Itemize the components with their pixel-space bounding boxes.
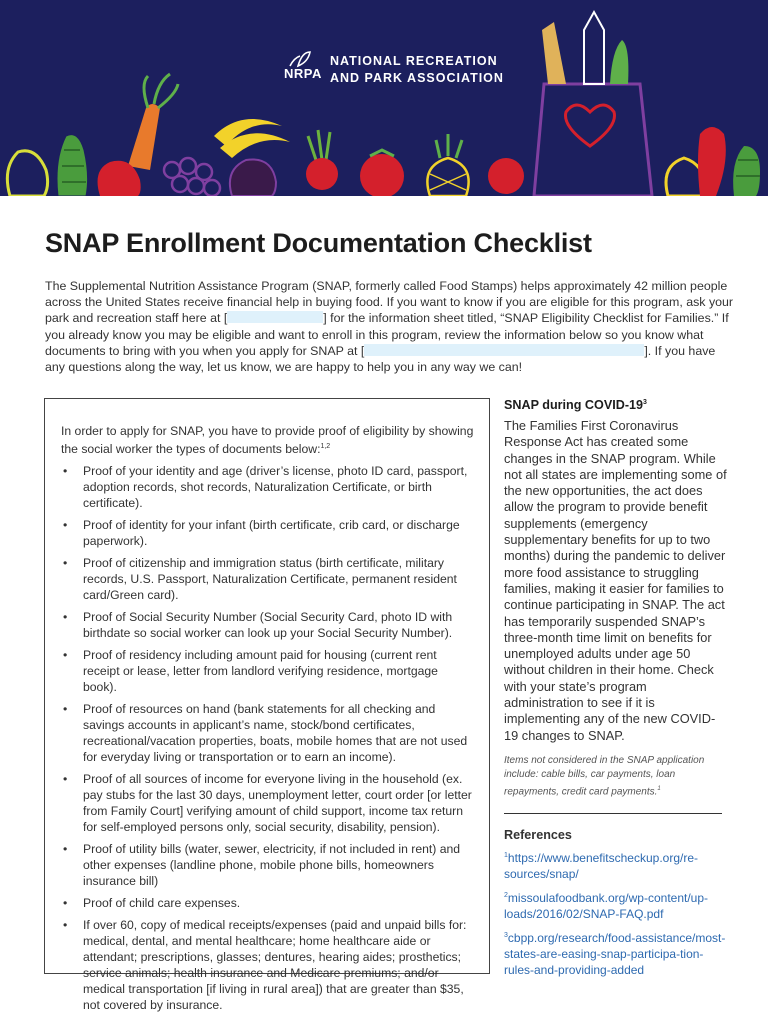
reference-link[interactable]	[504, 928, 729, 978]
header-banner	[0, 0, 768, 196]
sidebar-heading	[504, 398, 729, 412]
list-item	[61, 701, 475, 765]
bullet-icon: •	[63, 556, 68, 571]
bullet-icon: •	[63, 610, 68, 625]
checklist-lead	[61, 423, 475, 457]
bullet-icon: •	[63, 518, 68, 533]
list-item-text: Proof of citizenship and immigration status (birth certificate, military records, U.S. Passport, Naturalization Certificate, permanent resident card/Green card).	[83, 556, 457, 603]
organization-name-line-2: AND PARK ASSOCIATION	[330, 71, 504, 85]
list-item	[61, 647, 475, 695]
bullet-icon: •	[63, 702, 68, 717]
sidebar-body: The Families First Coronavirus Response Act has created some changes in the SNAP program. While not all states are implementing some of the new opportunities, the act does allow the program to provide benefit supplements (emergency supplementary benefits for up to two months) during the pandemic to deliver more food assistance to struggling families, making it easier for families to continue participating in SNAP. The act has temporarily suspended SNAP’s three-month time limit on benefits for unemployed adults under age 50 without children in their home. Check with your state’s program administration to see if it is implementing any of the new COVID-19 changes to SNAP.	[504, 418, 727, 743]
list-item-text: Proof of Social Security Number (Social Security Card, photo ID with birthdate so social worker can look up your Social Security Number).	[83, 610, 453, 641]
sidebar-heading-footnote: 3	[643, 398, 647, 406]
covid-sidebar	[504, 398, 729, 978]
references-heading: References	[504, 828, 572, 843]
intro-paragraph	[45, 278, 735, 375]
bullet-icon: •	[63, 842, 68, 857]
list-item	[61, 463, 475, 511]
sidebar-note-text: Items not considered in the SNAP application include: cable bills, car payments, loan repayments, credit card payments.	[504, 754, 705, 798]
intro-text-part-2: ] for the information sheet titled, “SNAP Eligibility Checklist for Families.” If you already know you may be eligible and want to enroll in this program, review the information below so you know what documents to bring with you when you apply for SNAP at [	[45, 311, 729, 358]
sidebar-heading-text: SNAP during COVID-19	[504, 398, 644, 412]
list-item	[61, 555, 475, 603]
list-item-text: If over 60, copy of medical receipts/expenses (paid and unpaid bills for: medical, dental, and mental healthcare; home healthcare aide or attendant; prescriptions, glasses; dentures, hearing aides; prosthetics; service animals; health insurance and Medicare premiums; and/or medical transportation [if living in rural area]) that are greater than $35, not covered by insurance.	[83, 918, 467, 1013]
checklist-lead-footnote: 1,2	[320, 443, 331, 450]
organization-name	[330, 53, 504, 87]
list-item-text: Proof of residency including amount paid for housing (current rent receipt or lease, letter from landlord verifying residence, mortgage book).	[83, 648, 438, 695]
list-item-text: Proof of your identity and age (driver’s license, photo ID card, passport, adoption records, shot records, Naturalization Certificate, or birth certificate).	[83, 464, 468, 511]
intro-text-part-3: ]. If you have any questions along the way, let us know, we are happy to help you in any way we can!	[45, 343, 716, 375]
divider	[504, 813, 722, 814]
nrpa-logo-mark	[284, 50, 324, 90]
sidebar-note-footnote: 1	[657, 785, 661, 792]
bullet-icon: •	[63, 464, 68, 479]
reference-url[interactable]: cbpp.org/research/food-assistance/most-states-are-easing-snap-participa-tion-rules-and-providing-added	[504, 931, 726, 978]
reference-number: 1	[504, 852, 508, 860]
list-item-text: Proof of resources on hand (bank statements for all checking and savings accounts in applicant’s name, stock/bond certificates, recreational/vacation properties, boats, mobile homes that are not used for everyday living or transportation or to earn an income).	[83, 702, 468, 765]
location-blank-field[interactable]	[364, 344, 644, 356]
list-item-text: Proof of identity for your infant (birth certificate, crib card, or discharge paperwork).	[83, 518, 460, 549]
checklist-lead-text: In order to apply for SNAP, you have to provide proof of eligibility by showing the social worker the types of documents below:	[61, 424, 474, 457]
documents-checklist-box	[44, 398, 490, 1013]
bullet-icon: •	[63, 896, 68, 911]
park-name-blank-field[interactable]	[227, 311, 323, 323]
sidebar-note	[504, 754, 729, 799]
reference-link[interactable]	[504, 888, 729, 922]
reference-link[interactable]	[504, 848, 729, 882]
list-item	[61, 609, 475, 641]
page-title: SNAP Enrollment Documentation Checklist	[45, 228, 592, 258]
required-documents-list	[61, 463, 475, 1013]
intro-text-part-1: The Supplemental Nutrition Assistance Program (SNAP, formerly called Food Stamps) helps approximately 42 million people across the United States receive financial help in buying food. If you want to know if you are eligible for this program, ask your park and recreation staff here at [	[45, 279, 734, 326]
list-item-text: Proof of utility bills (water, sewer, electricity, if not included in rent) and other expenses (landline phone, mobile phone bills, homeowners insurance bill)	[83, 842, 461, 889]
list-item	[61, 917, 475, 1013]
list-item	[61, 841, 475, 889]
reference-number: 2	[504, 892, 508, 900]
list-item-text: Proof of all sources of income for everyone living in the household (ex. pay stubs for the last 30 days, unemployment letter, court order [or letter from Family Court] verifying amount of child support, income tax return for self-employed persons only, social security, disability, pension).	[83, 772, 472, 835]
logo-abbreviation: NRPA	[284, 66, 322, 81]
list-item	[61, 517, 475, 549]
reference-url[interactable]: missoulafoodbank.org/wp-content/up-loads/2016/02/SNAP-FAQ.pdf	[504, 891, 709, 922]
list-item	[61, 771, 475, 835]
nrpa-logo	[284, 50, 504, 90]
reference-url[interactable]: https://www.benefitscheckup.org/re-sources/snap/	[504, 851, 698, 882]
organization-name-line-1: NATIONAL RECREATION	[330, 54, 498, 68]
produce-illustration	[0, 0, 768, 196]
bullet-icon: •	[63, 918, 68, 933]
bullet-icon: •	[63, 648, 68, 663]
bullet-icon: •	[63, 772, 68, 787]
reference-number: 3	[504, 932, 508, 940]
list-item	[61, 895, 475, 911]
list-item-text: Proof of child care expenses.	[83, 896, 241, 911]
